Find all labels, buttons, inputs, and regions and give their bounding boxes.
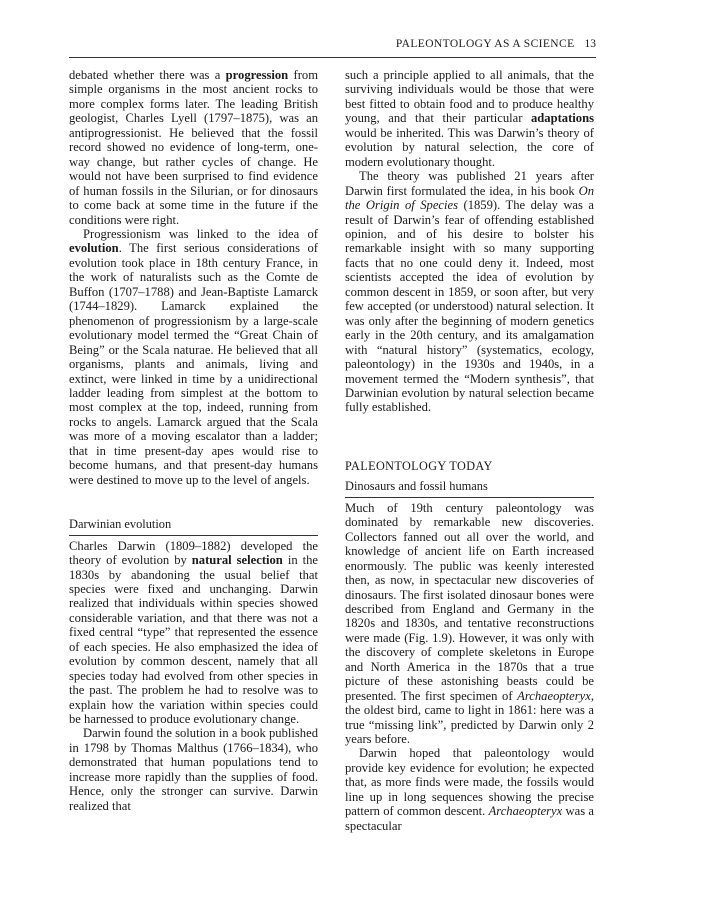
key-term: adaptations [531, 111, 594, 126]
text-run: Charles Darwin (1809–1882) developed the theory of evolution by [69, 538, 318, 568]
paragraph [345, 746, 594, 833]
text-run: , the oldest bird, came to light in 1861: here was a true “missing link”, predicted by Darwin only 2 years before. [345, 688, 594, 747]
text-run: The theory was published 21 years after Darwin first formulated the idea, in his book [345, 169, 594, 198]
text-run: Progressionism was linked to the idea of [83, 226, 318, 241]
page-number: 13 [584, 38, 596, 50]
book-title: On the Origin of Species [345, 183, 594, 213]
text-run: such a principle applied to all animals, that the surviving individuals would be those that were best fitted to obtain food and to produce healthy young, and that their particular [345, 68, 594, 126]
text-run: (1859). The delay was a result of Darwin’s fear of offending established opinion, and of his desire to bolster his remarkable insight with so many supporting facts that no one could deny it. Indeed, most scientists accepted the idea of evolution by common descent in 1859, or soon after, but very few accepted (or understood) natural selection. It was only after the beginning of modern genetics early in the 20th century, and its amalgamation with “natural history” (systematics, ecology, paleontology) in the 1930s and 1940s, in a movement termed the “Modern synthesis”, that Darwinian evolution by natural selection became fully established. [345, 198, 594, 415]
page-header [69, 37, 596, 58]
subheading: Dinosaurs and fossil humans [345, 479, 594, 497]
taxon-name: Archaeopteryx [488, 804, 563, 819]
text-run: debated whether there was a [69, 68, 226, 82]
paragraph [345, 169, 594, 415]
subheading: Darwinian evolution [69, 517, 318, 535]
running-head [396, 38, 596, 50]
text-run: would be inherited. This was Darwin’s theory of evolution by natural selection, the core of modern evolutionary thought. [345, 125, 594, 169]
section-heading: PALEONTOLOGY TODAY [345, 458, 493, 473]
paragraph [345, 501, 594, 747]
taxon-name: Archaeopteryx [517, 688, 591, 703]
text-run: . The first serious considerations of evolution took place in 18th century France, in the work of naturalists such as the Comte de Buffon (1707–1788) and Jean-Baptiste Lamarck (1744–1829). Lamarck explained the phenomenon of progressionism by a large-scale evolutionary model termed the “Great Chain of Being” or the Scala naturae. He believed that all organisms, plants and animals, living and extinct, were linked in time by a unidirectional ladder leading from simplest at the bottom to most complex at the top, indeed, running from rocks to angels. Lamarck argued that the Scala was more of a moving escalator than a ladder; that in time present-day apes would rise to become humans, and that present-day humans were destined to move up to the level of angels. [69, 241, 318, 487]
text-run: Much of 19th century paleontology was dominated by remarkable new discoveries. Collectors fanned out all over the world, and knowledge of ancient life on Earth increased enormously. The public was keenly interested then, as now, in spectacular new discoveries of dinosaurs. The first isolated dinosaur bones were described from England and Germany in the 1820s and 1830s, and tentative reconstructions were made (Fig. 1.9). However, it was only with the discovery of complete skeletons in Europe and North America in the 1870s that a true picture of these astonishing beasts could be presented. The first specimen of [345, 500, 594, 703]
key-term: natural selection [191, 553, 283, 568]
text-run: from simple organisms in the most ancient rocks to more complex forms later. The leading British geologist, Charles Lyell (1797–1875), was an antiprogressionist. He believed that the fossil record showed no evidence of long-term, one-way change, but rather cycles of change. He would not have been surprised to find evidence of human fossils in the Silurian, or for dinosaurs to come back at some time in the future if the conditions were right. [69, 68, 318, 227]
paragraph: Darwin found the solution in a book published in 1798 by Thomas Malthus (1766–1834), who demonstrated that human populations tend to increase more rapidly than the supplies of food. Hence, only the stronger can survive. Darwin realized that [69, 726, 318, 813]
paragraph [69, 68, 318, 227]
paragraph [345, 68, 594, 169]
key-term: evolution [69, 241, 119, 256]
left-column [69, 68, 318, 813]
key-term: progression [225, 68, 289, 82]
paragraph [69, 539, 318, 727]
text-run: was a spectacular [345, 804, 594, 833]
text-run: in the 1830s by abandoning the usual belief that species were fixed and unchanging. Darwin realized that individuals within species showed considerable variation, and that there was not a fixed central “type” that represented the essence of each species. He also emphasized the idea of evolution by common descent, namely that all species today had evolved from other species in the past. The problem he had to resolve was to explain how the variation within species could be harnessed to produce evolutionary change. [69, 553, 318, 727]
right-column [345, 68, 594, 833]
running-head-title: PALEONTOLOGY AS A SCIENCE [395, 38, 575, 50]
text-run: Darwin hoped that paleontology would provide key evidence for evolution; he expected that, as more finds were made, the fossils would line up in long sequences showing the precise pattern of common descent. [345, 746, 594, 819]
paragraph [69, 227, 318, 487]
